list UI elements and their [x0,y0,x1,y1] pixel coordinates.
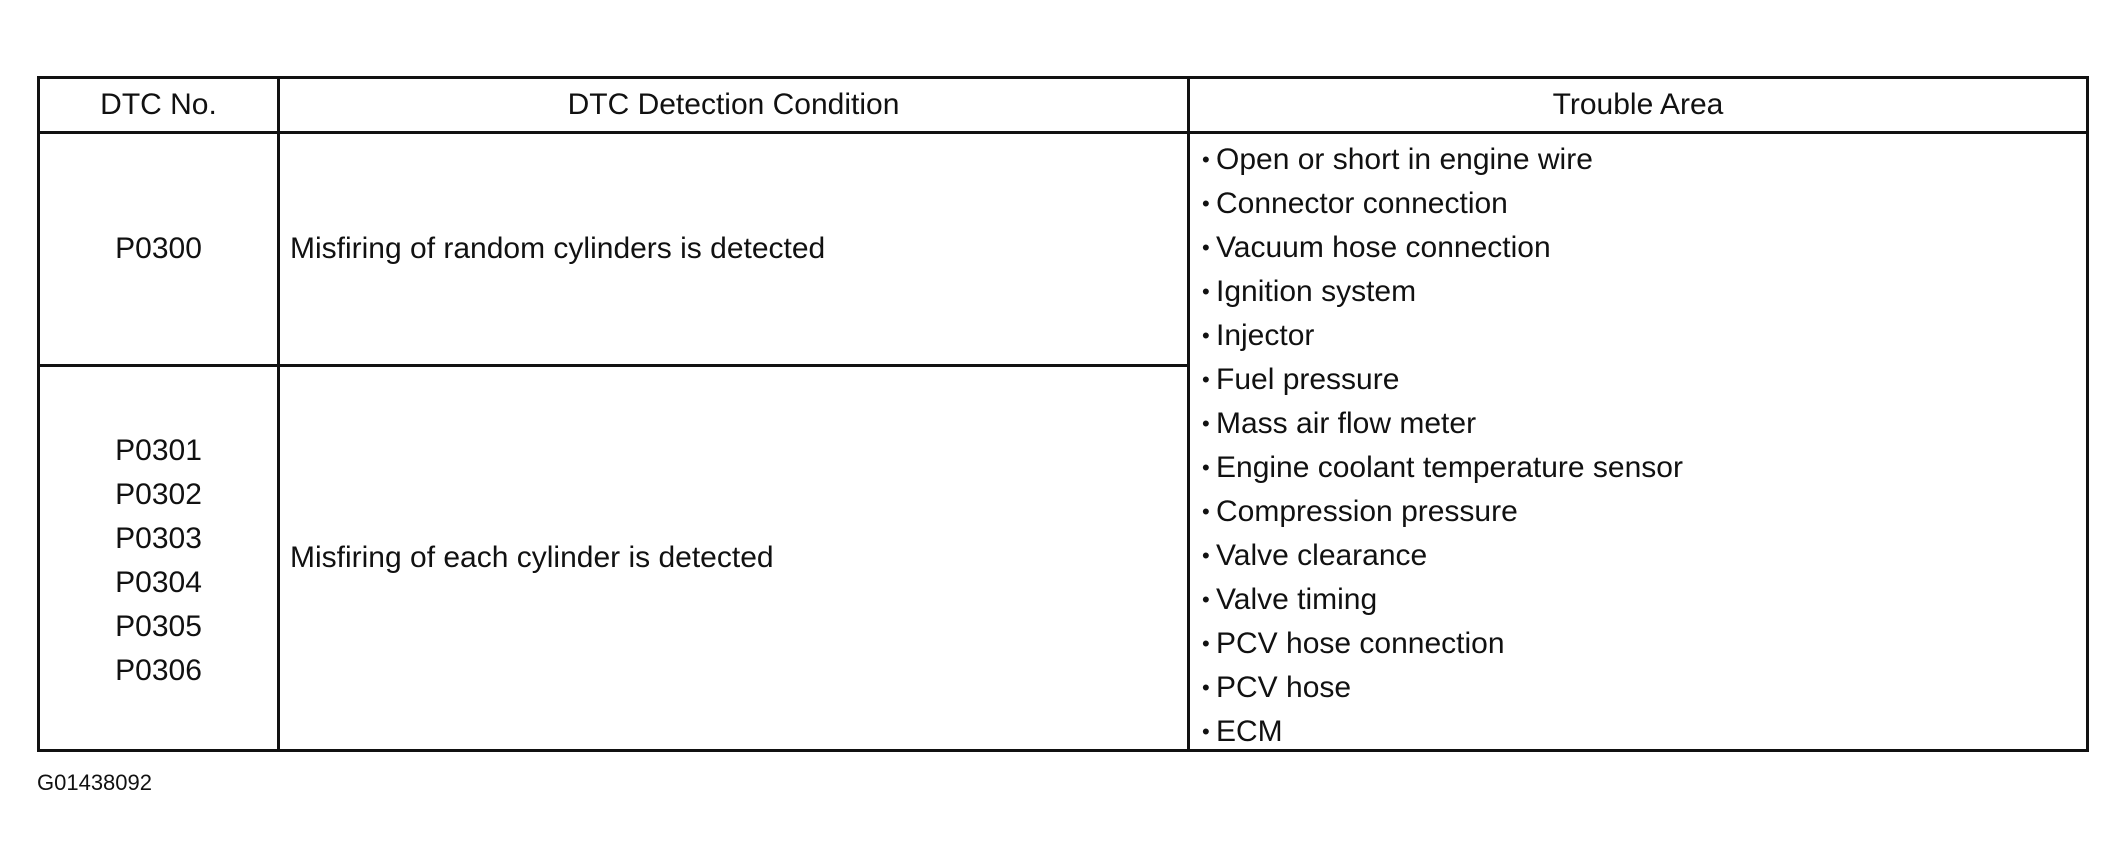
trouble-area-item [1202,182,2082,226]
bullet-icon: • [1202,631,1210,656]
dtc-code-cell [40,429,277,693]
column-divider [277,79,280,749]
bullet-icon: • [1202,499,1210,524]
trouble-area-item [1202,270,2082,314]
trouble-area-text: Engine coolant temperature sensor [1216,451,1683,484]
bullet-icon: • [1202,587,1210,612]
trouble-area-item [1202,358,2082,402]
dtc-code: P0304 [115,566,202,599]
header-detection-condition: DTC Detection Condition [567,88,900,121]
bullet-icon: • [1202,323,1210,348]
bullet-icon: • [1202,191,1210,216]
detection-condition-cell [290,134,1180,364]
trouble-area-text: Vacuum hose connection [1216,231,1551,264]
dtc-code: P0306 [115,654,202,687]
bullet-icon: • [1202,455,1210,480]
trouble-area-item [1202,402,2082,446]
bullet-icon: • [1202,279,1210,304]
trouble-area-item [1202,226,2082,270]
bullet-icon: • [1202,543,1210,568]
bullet-icon: • [1202,675,1210,700]
trouble-area-text: PCV hose [1216,671,1352,704]
trouble-area-item [1202,622,2082,666]
bullet-icon: • [1202,719,1210,744]
bullet-icon: • [1202,147,1210,172]
header-trouble-area: Trouble Area [1552,88,1724,121]
trouble-area-item [1202,314,2082,358]
dtc-code: P0300 [115,232,202,265]
bullet-icon: • [1202,411,1210,436]
column-divider [1187,79,1190,749]
trouble-area-text: PCV hose connection [1216,627,1505,660]
dtc-code-cell [40,134,277,364]
header-dtc-no: DTC No. [100,88,217,121]
trouble-area-item [1202,490,2082,534]
trouble-area-item [1202,534,2082,578]
trouble-area-text: Connector connection [1216,187,1508,220]
trouble-area-item [1202,446,2082,490]
trouble-area-item [1202,578,2082,622]
trouble-area-text: ECM [1216,715,1283,748]
detection-condition-cell [290,367,1180,749]
bullet-icon: • [1202,235,1210,260]
bullet-icon: • [1202,367,1210,392]
figure-id: G01438092 [37,770,152,795]
detection-condition-text: Misfiring of each cylinder is detected [290,541,774,574]
trouble-area-item [1202,666,2082,710]
dtc-code: P0301 [115,434,202,467]
dtc-code: P0302 [115,478,202,511]
trouble-area-text: Fuel pressure [1216,363,1400,396]
trouble-area-text: Valve timing [1216,583,1378,616]
dtc-code: P0303 [115,522,202,555]
trouble-area-text: Valve clearance [1216,539,1428,572]
trouble-area-list [1202,138,2082,754]
trouble-area-text: Compression pressure [1216,495,1518,528]
dtc-table [37,76,2089,752]
trouble-area-text: Injector [1216,319,1315,352]
trouble-area-text: Open or short in engine wire [1216,143,1593,176]
trouble-area-text: Ignition system [1216,275,1417,308]
trouble-area-text: Mass air flow meter [1216,407,1477,440]
detection-condition-text: Misfiring of random cylinders is detected [290,232,826,265]
trouble-area-item [1202,710,2082,754]
dtc-code: P0305 [115,610,202,643]
trouble-area-item [1202,138,2082,182]
